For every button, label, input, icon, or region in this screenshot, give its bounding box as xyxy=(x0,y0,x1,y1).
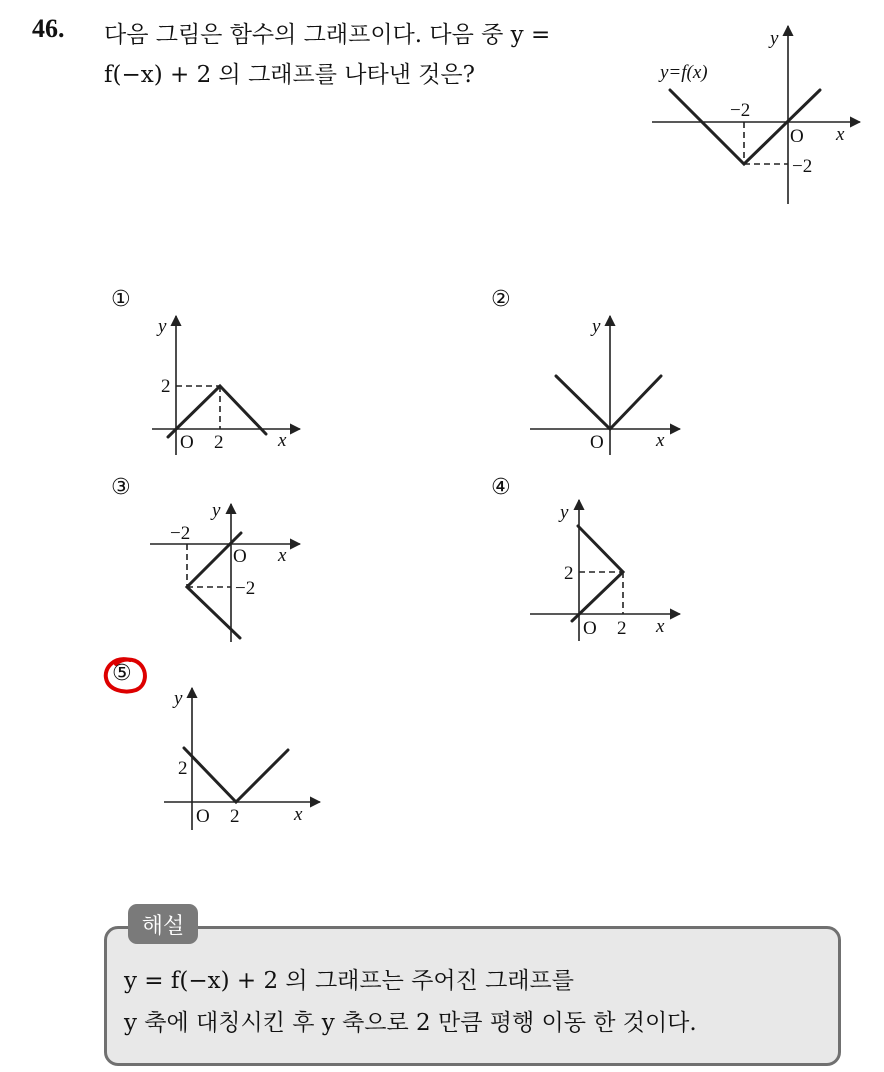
x-tick-label: 2 xyxy=(617,618,627,639)
choice-curve xyxy=(556,376,661,429)
origin-label: O xyxy=(590,432,604,453)
y-axis-label: y xyxy=(174,688,183,709)
choice-curve xyxy=(184,748,288,802)
choice-number-2[interactable]: ② xyxy=(491,287,511,312)
y-axis-label: y xyxy=(592,316,601,337)
y-axis-label: y xyxy=(212,500,221,521)
choice-number-4[interactable]: ④ xyxy=(491,475,511,500)
choice-graph-3[interactable] xyxy=(140,500,310,650)
origin-label: O xyxy=(233,546,247,567)
explanation-line1: y = f(−x) + 2 의 그래프는 주어진 그래프를 xyxy=(124,968,574,994)
choice-graph-4[interactable] xyxy=(520,496,690,646)
explanation-line2: y 축에 대칭시킨 후 y 축으로 2 만큼 평행 이동 한 것이다. xyxy=(124,1010,697,1036)
y-tick-label: 2 xyxy=(178,758,188,779)
x-axis-label: x xyxy=(656,616,665,637)
choice-graph-2[interactable] xyxy=(520,310,690,460)
choice-graph-1[interactable] xyxy=(140,310,310,460)
function-label: y=f(x) xyxy=(660,62,708,83)
y-axis-label: y xyxy=(560,502,569,523)
choice-number-1[interactable]: ① xyxy=(111,287,131,312)
choice-graph-5[interactable] xyxy=(160,682,330,832)
y-axis-label: y xyxy=(158,316,167,337)
choice-number-3[interactable]: ③ xyxy=(111,475,131,500)
origin-label: O xyxy=(180,432,194,453)
y-tick-label: −2 xyxy=(792,156,813,177)
origin-label: O xyxy=(583,618,597,639)
explanation-box xyxy=(104,926,841,1066)
x-axis-label: x xyxy=(656,430,665,451)
x-tick-label: 2 xyxy=(214,432,224,453)
y-tick-label: 2 xyxy=(564,563,574,584)
explanation-tag: 해설 xyxy=(128,904,198,944)
x-axis-label: x xyxy=(294,804,303,825)
y-tick-label: 2 xyxy=(161,376,171,397)
x-axis-label: x xyxy=(836,124,845,145)
given-function-graph xyxy=(640,22,870,212)
origin-label: O xyxy=(790,126,804,147)
x-axis-label: x xyxy=(278,545,287,566)
question-text-line1: 다음 그림은 함수의 그래프이다. 다음 중 y = xyxy=(104,22,551,48)
y-tick-label: −2 xyxy=(235,578,256,599)
x-tick-label: 2 xyxy=(230,806,240,827)
x-axis-label: x xyxy=(278,430,287,451)
origin-label: O xyxy=(196,806,210,827)
choice-number-5[interactable]: ⑤ xyxy=(112,661,132,686)
y-axis-label: y xyxy=(770,28,779,49)
question-number: 46. xyxy=(32,14,65,43)
x-tick-label: −2 xyxy=(730,100,751,121)
x-tick-label: −2 xyxy=(170,523,191,544)
question-text-line2: f(−x) + 2 의 그래프를 나타낸 것은? xyxy=(104,62,475,88)
